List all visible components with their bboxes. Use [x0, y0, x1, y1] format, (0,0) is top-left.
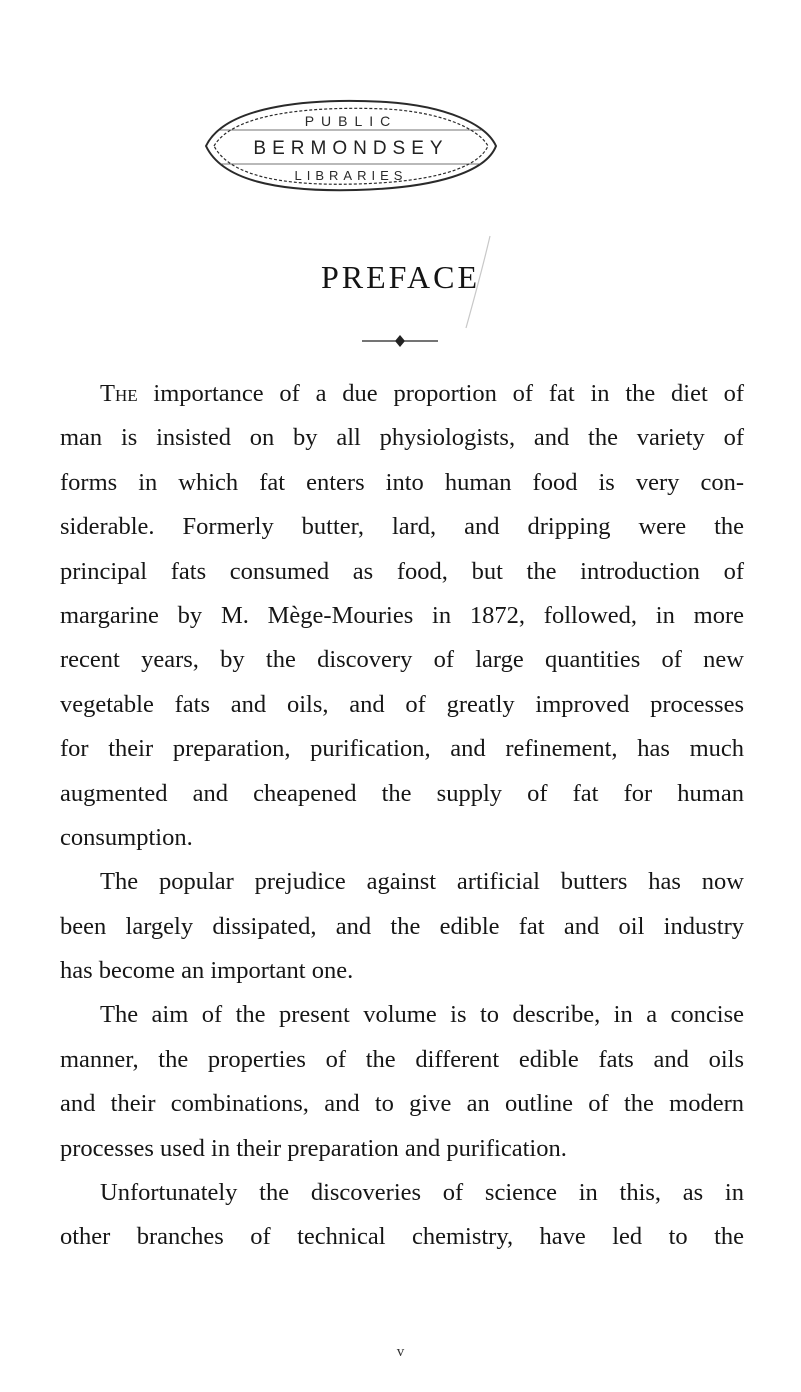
page-number: v [396, 1344, 405, 1360]
text-line: Unfortunately the discoveries of science in this, as in [100, 1179, 744, 1207]
text-line: margarine by M. Mège-Mouries in 1872, followed, in more [60, 601, 744, 629]
text-line: man is insisted on by all physiologists, and the variety of [60, 424, 744, 452]
text-line: processes used in their preparation and purification. [60, 1134, 567, 1162]
text-line: forms in which fat enters into human food is very con- [60, 468, 744, 496]
text-line: The popular prejudice against artificial butters has now [100, 868, 744, 896]
text-line: vegetable fats and oils, and of greatly improved processes [60, 690, 744, 718]
page-title: PREFACE [320, 259, 481, 295]
text-line: has become an important one. [60, 957, 354, 985]
text-line: augmented and cheapened the supply of fat for human [60, 779, 744, 807]
text-line: been largely dissipated, and the edible fat and oil industry [60, 912, 744, 940]
text-line: manner, the properties of the different edible fats and oils [60, 1045, 744, 1073]
text-line: The aim of the present volume is to describe, in a concise [100, 1001, 744, 1029]
text-line: for their preparation, purification, and refinement, has much [60, 735, 744, 763]
text-line: siderable. Formerly butter, lard, and dripping were the [60, 513, 744, 541]
stamp-middle-text: BERMONDSEY [253, 138, 449, 159]
divider-ornament [360, 334, 440, 348]
text-line: The importance of a due proportion of fat in the diet of [100, 380, 744, 407]
text-line: and their combinations, and to give an outline of the modern [60, 1090, 744, 1118]
text-line: consumption. [60, 823, 193, 851]
stamp-bottom-text: LIBRARIES [294, 168, 408, 183]
text-line: recent years, by the discovery of large quantities of new [60, 646, 744, 674]
text-line: other branches of technical chemistry, have led to the [60, 1223, 744, 1251]
library-stamp [186, 96, 506, 194]
text-line: principal fats consumed as food, but the introduction of [60, 557, 744, 585]
preface-body [60, 372, 744, 1260]
stamp-top-text: PUBLIC [304, 113, 398, 129]
